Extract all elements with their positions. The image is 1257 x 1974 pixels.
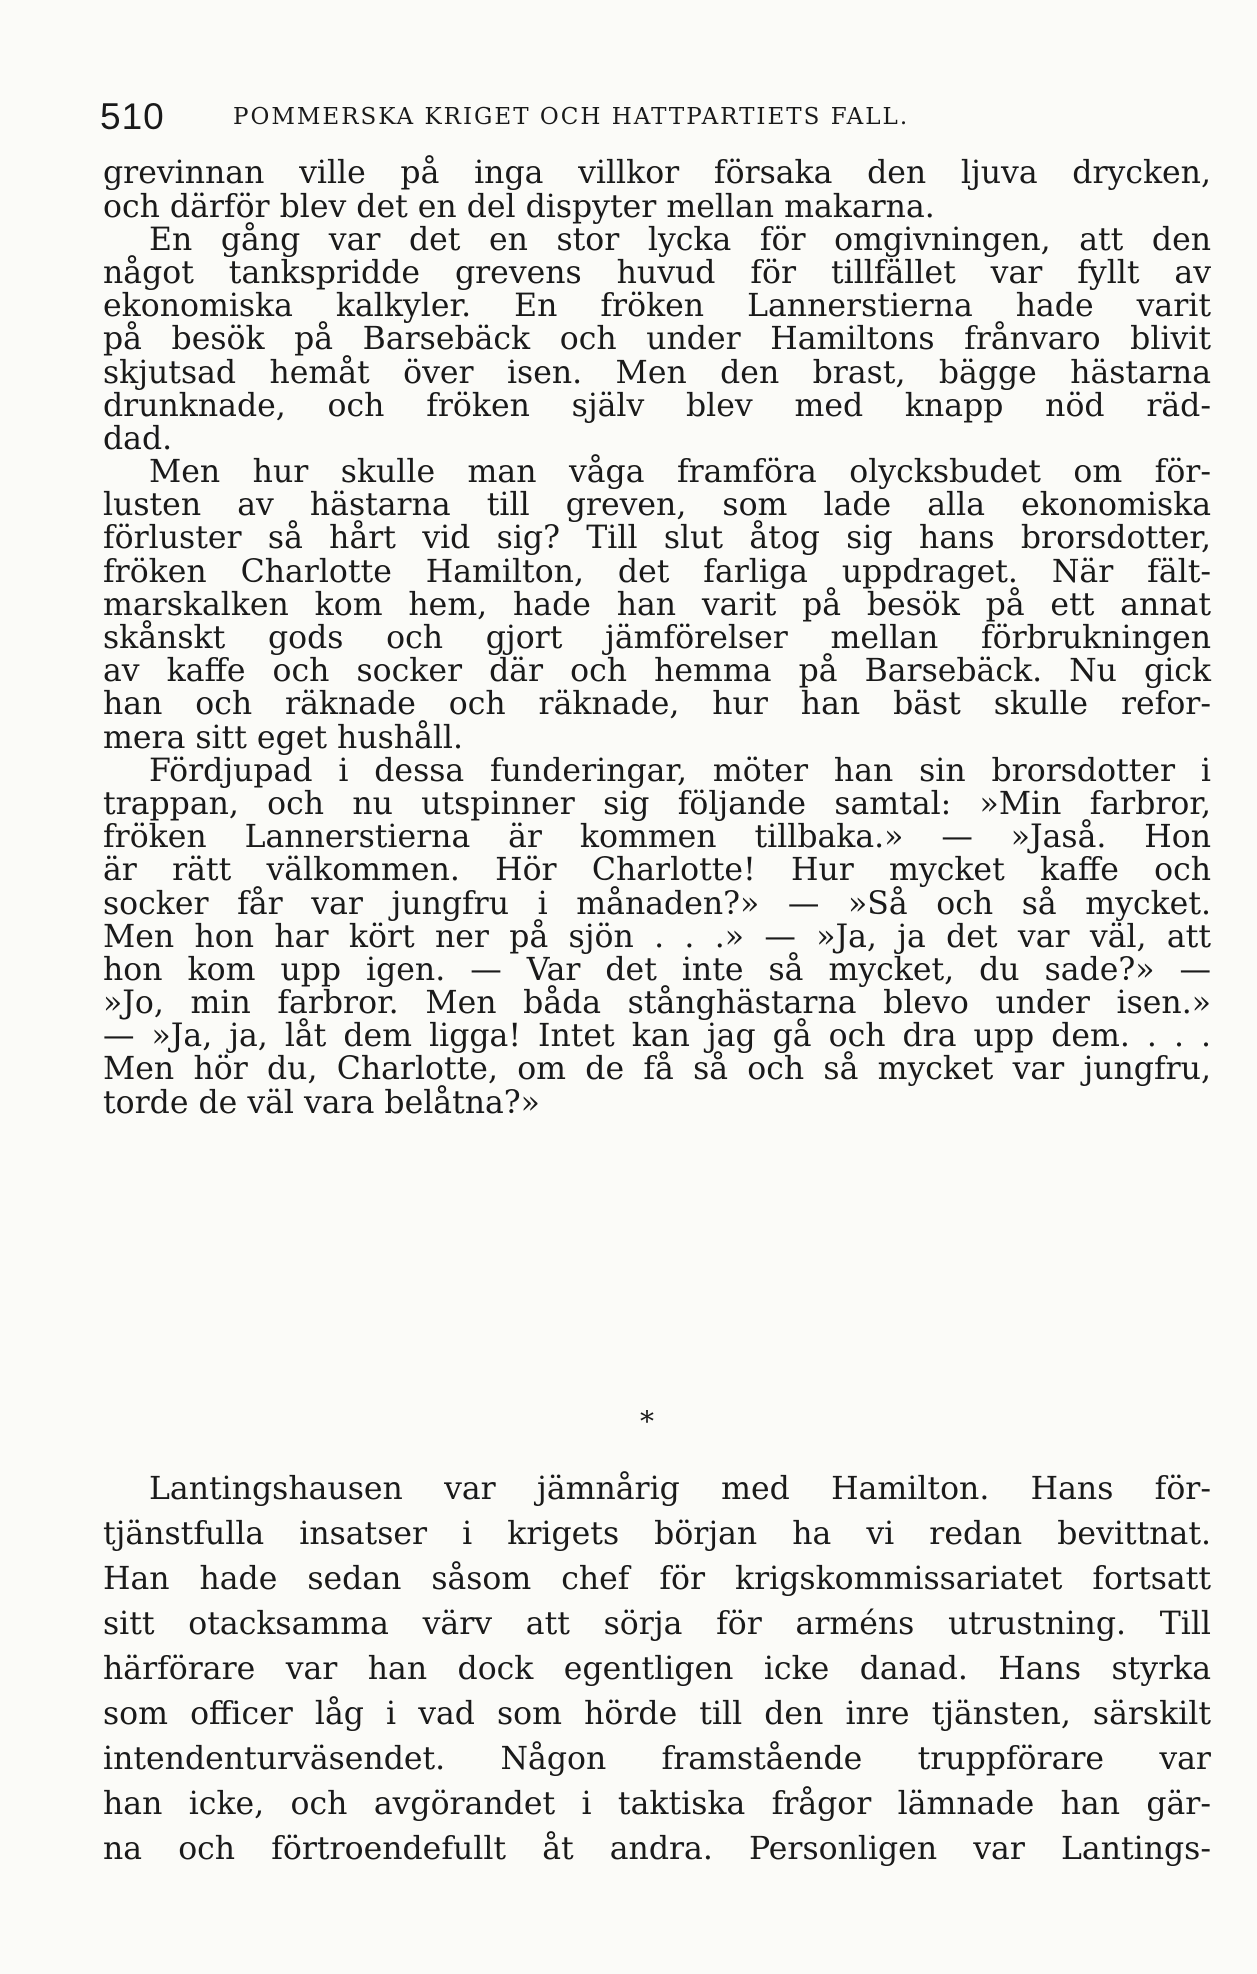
text-line: socker får var jungfru i månaden?» — »Så och så mycket. (103, 886, 1211, 922)
page-header (100, 96, 1100, 140)
text-line: Men hör du, Charlotte, om de få så och så mycket var jungfru, (103, 1051, 1211, 1087)
text-line: drunknade, och fröken själv blev med knapp nöd räd- (103, 388, 1211, 424)
text-line: tjänstfulla insatser i krigets början ha vi redan bevittnat. (103, 1516, 1211, 1552)
text-line: på besök på Barsebäck och under Hamiltons frånvaro blivit (103, 321, 1211, 357)
text-line: Fördjupad i dessa funderingar, möter han sin brorsdotter i (149, 753, 1211, 789)
text-line: intendenturväsendet. Någon framstående truppförare var (103, 1741, 1211, 1777)
text-line: lusten av hästarna till greven, som lade alla ekonomiska (103, 487, 1211, 523)
text-line: fröken Lannerstierna är kommen tillbaka.» — »Jaså. Hon (103, 819, 1211, 855)
text-line: fröken Charlotte Hamilton, det farliga uppdraget. När fält- (103, 554, 1211, 590)
text-line: dad. (103, 421, 173, 457)
text-line: och därför blev det en del dispyter mellan makarna. (103, 189, 935, 225)
text-line: Lantingshausen var jämnårig med Hamilton. Hans för- (149, 1471, 1211, 1507)
text-line: »Jo, min farbror. Men båda stånghästarna blevo under isen.» (103, 985, 1211, 1021)
text-line: av kaffe och socker där och hemma på Barsebäck. Nu gick (103, 653, 1211, 689)
text-line: Men hur skulle man våga framföra olycksbudet om för- (149, 454, 1211, 490)
text-line: är rätt välkommen. Hör Charlotte! Hur mycket kaffe och (103, 852, 1211, 888)
text-line: sitt otacksamma värv att sörja för arméns utrustning. Till (103, 1606, 1211, 1642)
text-line: mera sitt eget hushåll. (103, 720, 464, 756)
text-line: Men hon har kört ner på sjön . . .» — »Ja, ja det var väl, att (103, 919, 1211, 955)
text-line: förluster så hårt vid sig? Till slut åtog sig hans brorsdotter, (103, 520, 1211, 556)
text-line: grevinnan ville på inga villkor försaka den ljuva drycken, (103, 155, 1211, 191)
text-line: han och räknade och räknade, hur han bäst skulle refor- (103, 686, 1211, 722)
text-line: ekonomiska kalkyler. En fröken Lannerstierna hade varit (103, 288, 1211, 324)
text-line: Han hade sedan såsom chef för krigskommissariatet fortsatt (103, 1561, 1211, 1597)
text-line: hon kom upp igen. — Var det inte så mycket, du sade?» — (103, 952, 1211, 988)
text-line: torde de väl vara belåtna?» (103, 1085, 540, 1121)
text-line: En gång var det en stor lycka för omgivningen, att den (149, 222, 1211, 258)
running-title: POMMERSKA KRIGET OCH HATTPARTIETS FALL. (233, 104, 910, 130)
text-line: något tankspridde grevens huvud för tillfället var fyllt av (103, 255, 1211, 291)
text-line: han icke, och avgörandet i taktiska frågor lämnade han gär- (103, 1786, 1211, 1822)
text-line: marskalken kom hem, hade han varit på besök på ett annat (103, 587, 1211, 623)
text-line: skjutsad hemåt över isen. Men den brast, bägge hästarna (103, 355, 1211, 391)
text-line: na och förtroendefullt åt andra. Personligen var Lantings- (103, 1831, 1211, 1867)
text-line: trappan, och nu utspinner sig följande samtal: »Min farbror, (103, 786, 1211, 822)
text-line: skånskt gods och gjort jämförelser mellan förbrukningen (103, 620, 1211, 656)
text-line: som officer låg i vad som hörde till den inre tjänsten, särskilt (103, 1696, 1211, 1732)
page-number: 510 (100, 96, 165, 137)
text-line: härförare var han dock egentligen icke danad. Hans styrka (103, 1651, 1211, 1687)
text-line: — »Ja, ja, låt dem ligga! Intet kan jag gå och dra upp dem. . . . (103, 1018, 1211, 1054)
section-separator: * (640, 1405, 654, 1438)
